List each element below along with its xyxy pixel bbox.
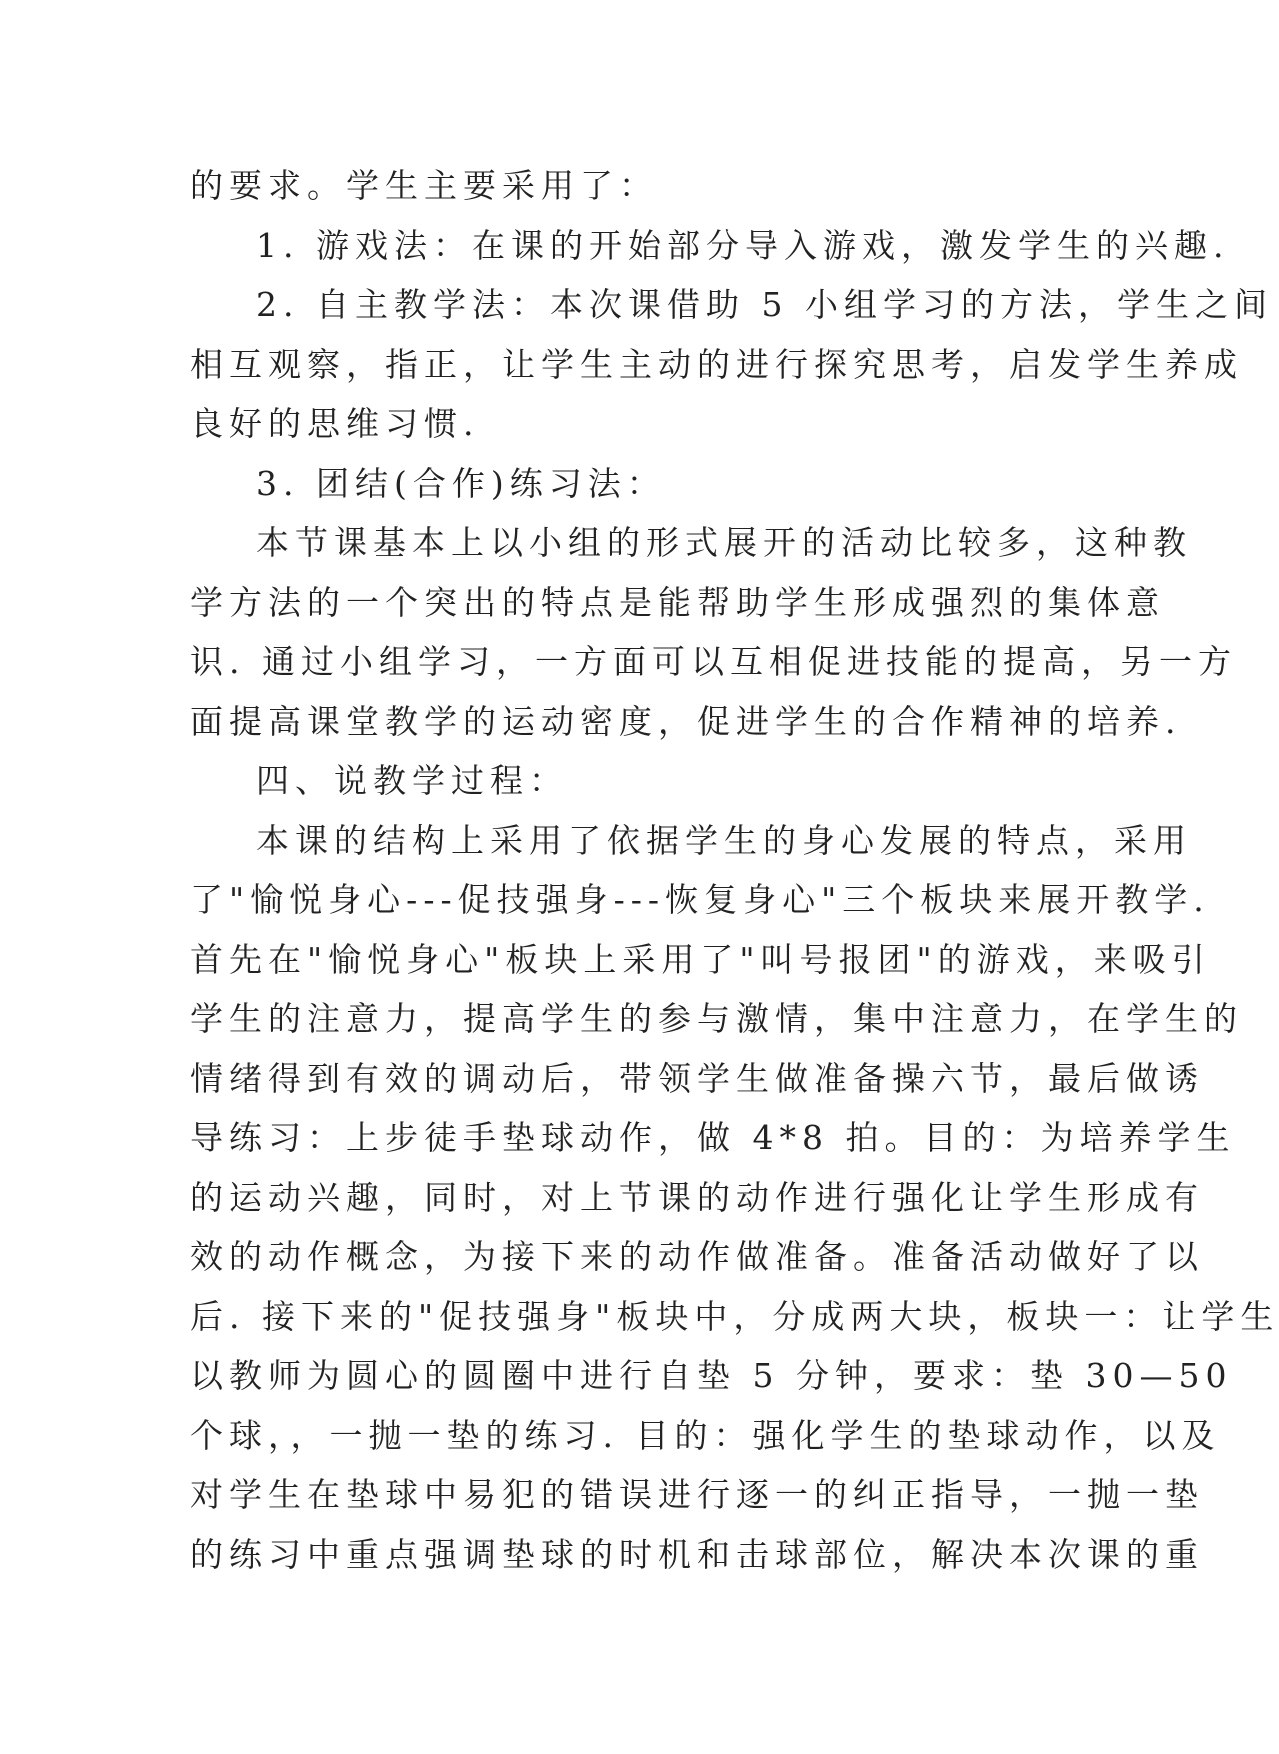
text-line: 的练习中重点强调垫球的时机和击球部位，解决本次课的重 [190,1534,1204,1574]
text-line: 对学生在垫球中易犯的错误进行逐一的纠正指导，一抛一垫 [190,1475,1204,1514]
text-line: 本课的结构上采用了依据学生的身心发展的特点，采用 [256,820,1192,860]
text-line: 的要求。学生主要采用了： [190,166,658,205]
text-line: 相互观察，指正，让学生主动的进行探究思考，启发学生养成 [190,344,1243,384]
text-line: 3. 团结(合作)练习法： [256,463,666,503]
text-line: 情绪得到有效的调动后，带领学生做准备操六节，最后做诱 [190,1058,1204,1098]
text-line: 后. 接下来的"促技强身"板块中，分成两大块，板块一：让学生 [190,1296,1279,1336]
text-line: 识. 通过小组学习，一方面可以互相促进技能的提高，另一方 [190,642,1237,681]
text-line: 学生的注意力，提高学生的参与激情，集中注意力，在学生的 [190,999,1243,1038]
text-line: 良好的思维习惯. [190,404,480,443]
text-line: 效的动作概念，为接下来的动作做准备。准备活动做好了以 [190,1237,1204,1276]
text-line: 2. 自主教学法：本次课借助 5 小组学习的方法，学生之间 [256,285,1273,324]
text-line: 了"愉悦身心---促技强身---恢复身心"三个板块来展开教学. [190,880,1210,919]
text-line: 导练习：上步徒手垫球动作，做 4*8 拍。目的：为培养学生 [190,1118,1236,1157]
document-body [190,156,1279,1584]
text-line: 学方法的一个突出的特点是能帮助学生形成强烈的集体意 [190,582,1165,622]
text-line: 首先在"愉悦身心"板块上采用了"叫号报团"的游戏，来吸引 [190,939,1211,979]
text-line: 面提高课堂教学的运动密度，促进学生的合作精神的培养. [190,701,1182,741]
text-line: 个球，，一抛一垫的练习. 目的：强化学生的垫球动作，以及 [190,1415,1221,1455]
section-heading: 四、说教学过程： [256,761,568,800]
text-line: 以教师为圆心的圆圈中进行自垫 5 分钟，要求：垫 30—50 [190,1356,1233,1395]
text-line: 1. 游戏法：在课的开始部分导入游戏，激发学生的兴趣. [256,225,1230,265]
text-line: 的运动兴趣，同时，对上节课的动作进行强化让学生形成有 [190,1177,1204,1217]
text-line: 本节课基本上以小组的形式展开的活动比较多，这种教 [256,523,1192,562]
